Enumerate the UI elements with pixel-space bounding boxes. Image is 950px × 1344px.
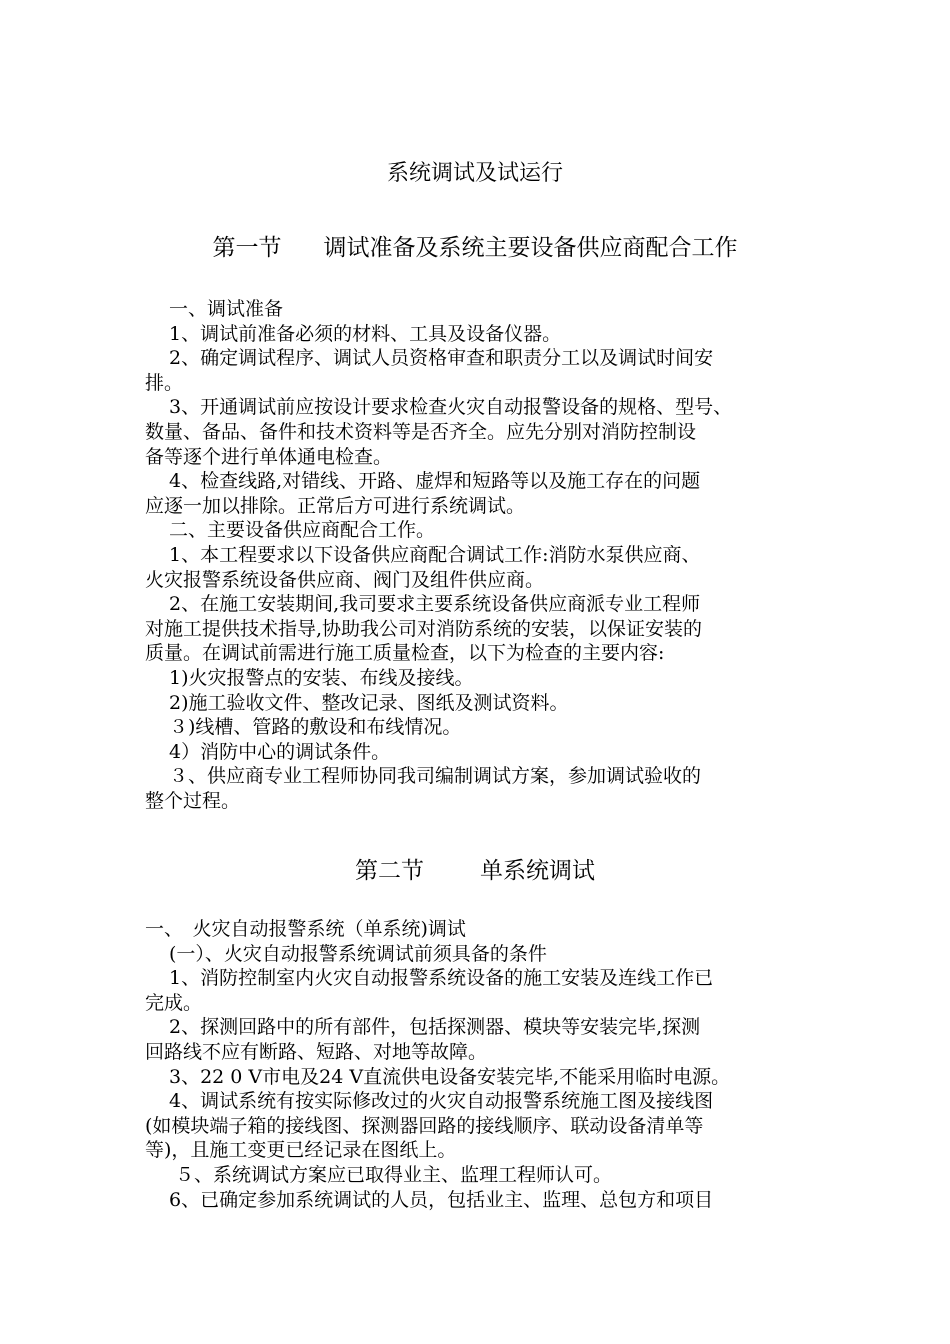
paragraph-line: 备等逐个进行单体通电检查。 [145, 445, 393, 468]
paragraph-line: 应逐一加以排除。正常后方可进行系统调试。 [145, 494, 526, 517]
paragraph-line: 一、 火灾自动报警系统（单系统)调试 [145, 918, 466, 940]
section-2-body [145, 917, 825, 1212]
paragraph-line: ３)线槽、管路的敷设和布线情况。 [169, 716, 462, 739]
paragraph-line: (一）、火灾自动报警系统调试前须具备的条件 [169, 942, 547, 965]
paragraph-line: 回路线不应有断路、短路、对地等故障。 [145, 1040, 488, 1063]
paragraph-line: 一、调试准备 [169, 298, 284, 320]
paragraph-line: 4）消防中心的调试条件。 [169, 740, 391, 763]
paragraph-line: 数量、备品、备件和技术资料等是否齐全。应先分别对消防控制设 [145, 420, 697, 443]
paragraph-line: 1)火灾报警点的安装、布线及接线。 [169, 666, 474, 689]
paragraph-line: 1、消防控制室内火灾自动报警系统设备的施工安装及连线工作已 [169, 967, 714, 990]
paragraph-line: 2、探测回路中的所有部件，包括探测器、模块等安装完毕,探测 [169, 1016, 701, 1039]
paragraph-line: 二、主要设备供应商配合工作。 [169, 519, 436, 542]
section-1-heading [0, 233, 950, 263]
paragraph-line: 6、已确定参加系统调试的人员，包括业主、监理、总包方和项目 [169, 1188, 714, 1211]
section-2-title: 单系统调试 [480, 858, 595, 884]
section-1-title: 调试准备及系统主要设备供应商配合工作 [323, 235, 738, 261]
paragraph-line: ３、供应商专业工程师协同我司编制调试方案，参加调试验收的 [169, 765, 702, 788]
paragraph-line: 2、在施工安装期间,我司要求主要系统设备供应商派专业工程师 [169, 593, 701, 616]
paragraph-line: 完成。 [145, 991, 203, 1014]
paragraph-line: ５、系统调试方案应已取得业主、监理工程师认可。 [175, 1163, 613, 1186]
paragraph-line: 质量。在调试前需进行施工质量检查，以下为检查的主要内容: [145, 642, 665, 665]
paragraph-line: 2、确定调试程序、调试人员资格审查和职责分工以及调试时间安 [169, 347, 714, 370]
paragraph-line: 对施工提供技术指导,协助我公司对消防系统的安装，以保证安装的 [145, 617, 703, 640]
document-title: 系统调试及试运行 [386, 161, 563, 186]
paragraph-line: 等)，且施工变更已经记录在图纸上。 [145, 1139, 457, 1162]
paragraph-line: 整个过程。 [145, 789, 241, 812]
paragraph-line: 排。 [145, 371, 184, 394]
section-1-label: 第一节 [212, 235, 282, 261]
paragraph-line: 4、调试系统有按实际修改过的火灾自动报警系统施工图及接线图 [169, 1090, 714, 1113]
paragraph-line: 火灾报警系统设备供应商、阀门及组件供应商。 [145, 568, 545, 591]
section-2-heading [0, 856, 950, 886]
paragraph-line: (如模块端子箱的接线图、探测器回路的接线顺序、联动设备清单等 [145, 1114, 704, 1137]
paragraph-line: 4、检查线路,对错线、开路、虚焊和短路等以及施工存在的问题 [169, 470, 701, 493]
section-2-label: 第二节 [355, 858, 424, 884]
paragraph-line: 1、本工程要求以下设备供应商配合调试工作:消防水泵供应商、 [169, 543, 701, 566]
paragraph-line: 2)施工验收文件、整改记录、图纸及测试资料。 [169, 691, 569, 714]
section-1-body [145, 297, 825, 813]
paragraph-line: 3、开通调试前应按设计要求检查火灾自动报警设备的规格、型号、 [169, 396, 733, 419]
paragraph-line: 3、22 0 V市电及24 V直流供电设备安装完毕,不能采用临时电源。 [169, 1065, 731, 1088]
paragraph-line: 1、调试前准备必须的材料、工具及设备仪器。 [169, 322, 562, 345]
